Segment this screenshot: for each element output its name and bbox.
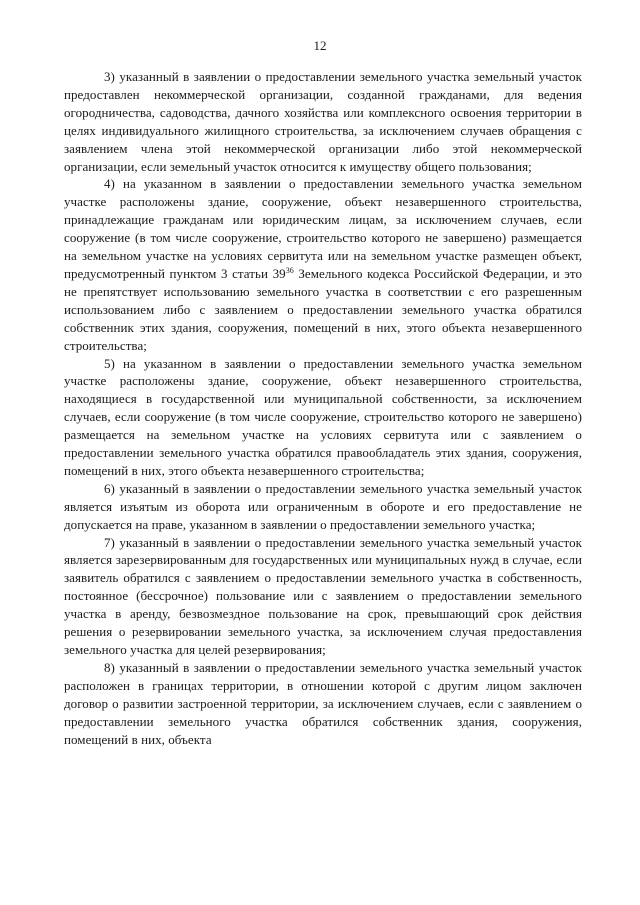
paragraph-item-8: 8) указанный в заявлении о предоставлении земельного участка земельный участок расположен в границах территории, в отношении которой с другим лицом заключен договор о развитии застроенной территории, за исключением случаев, если с заявлением о предоставлении земельного участка обратился собственник здания, сооружения, помещений в них, объекта [64, 659, 582, 747]
paragraph-item-4-text-after: Земельного кодекса Российской Федерации, и это не препятствует использованию земельного участка в соответствии с его разрешенным использованием либо с заявлением о предоставлении земельного участка обратился собственник этих здания, сооружения, помещений в них, этого объекта незавершенного строительства; [64, 265, 583, 353]
paragraph-item-5: 5) на указанном в заявлении о предоставлении земельного участка земельном участке расположены здание, сооружение, объект незавершенного строительства, находящиеся в государственной или муниципальной собственности, за исключением случаев, если сооружение (в том числе сооружение, строительство которого не завершено) размещается на земельном участке на условиях сервитута или с заявлением о предоставлении земельного участка обратился правообладатель этих здания, сооружения, помещений в них, этого объекта незавершенного строительства; [64, 355, 582, 478]
paragraph-item-6: 6) указанный в заявлении о предоставлении земельного участка земельный участок является изъятым из оборота или ограниченным в обороте и его предоставление не допускается на праве, указанном в заявлении о предоставлении земельного участка; [64, 480, 582, 532]
paragraph-item-4 [64, 175, 582, 354]
document-body [64, 68, 582, 748]
paragraph-item-7: 7) указанный в заявлении о предоставлении земельного участка земельный участок является зарезервированным для государственных или муниципальных нужд в случае, если заявитель обратился с заявлением о предоставлении земельного участка в собственность, постоянное (бессрочное) пользование или с заявлением о предоставлении земельного участка в аренду, безвозмездное пользование на срок, превышающий срок действия решения о резервировании земельного участка, за исключением случая предоставления земельного участка для целей резервирования; [64, 534, 582, 657]
paragraph-item-3: 3) указанный в заявлении о предоставлении земельного участка земельный участок предоставлен некоммерческой организации, созданной гражданами, для ведения огородничества, садоводства, дачного хозяйства или комплексного освоения территории в целях индивидуального жилищного строительства, за исключением случаев обращения с заявлением члена этой некоммерческой организации либо этой некоммерческой организации, если земельный участок относится к имуществу общего пользования; [64, 69, 582, 174]
article-superscript: 36 [285, 265, 294, 275]
paragraph-item-4-text-before: 4) на указанном в заявлении о предоставлении земельного участка земельном участке расположены здание, сооружение, объект незавершенного строительства, принадлежащие гражданам или юридическим лицам, за исключением случаев, если сооружение (в том числе сооружение, строительство которого не завершено) размещается на земельном участке на условиях сервитута или на земельном участке размещен объект, предусмотренный пунктом 3 статьи 39 [64, 176, 582, 281]
page-number: 12 [313, 38, 327, 53]
